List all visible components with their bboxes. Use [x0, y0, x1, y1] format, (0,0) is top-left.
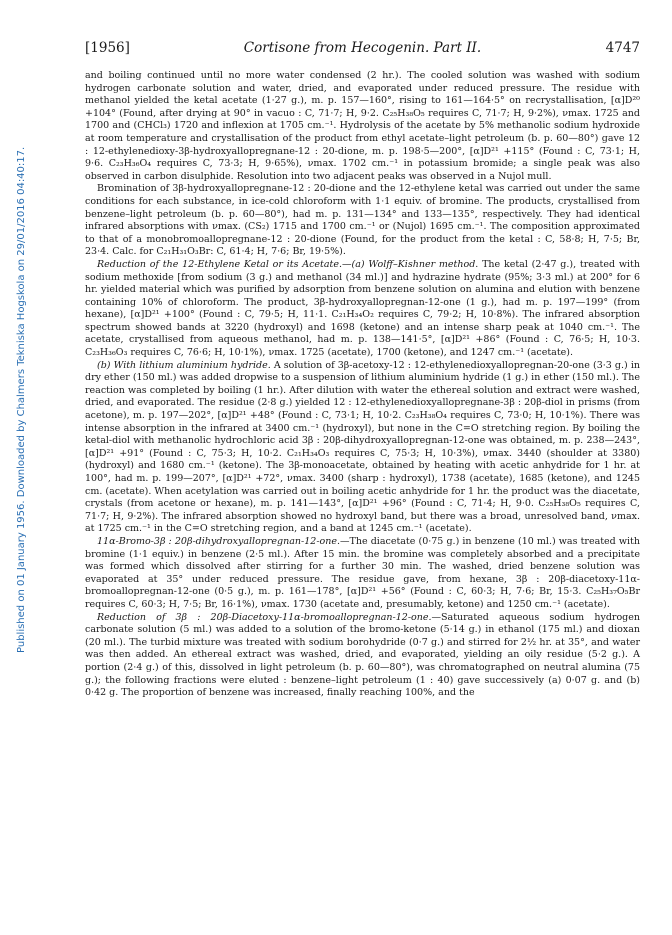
paragraph-lithium-aluminium-hydride — [85, 360, 640, 536]
paragraph-lead: (b) With lithium aluminium hydride. — [97, 359, 271, 371]
paragraph-lead: Reduction of the 12-Ethylene Ketal or its Acetate.—(a) Wolff–Kishner method. — [97, 258, 479, 270]
paragraph-text: —The diacetate (0·75 g.) in benzene (10 ml.) was treated with bromine (1·1 equiv.) in benzene (2·5 ml.). After 15 min. the bromine was completely absorbed and a precipitate was formed which dissolved after stirring for a further 30 min. The washed, dried benzene solution was evaporated at 35° under reduced pressure. The residue gave, from hexane, 3β : 20β-diacetoxy-11α-bromoallopregnan-12-one (0·5 g.), m. p. 161—178°, [α]D²¹ +56° (Found : C, 60·3; H, 7·6; Br, 15·3. C₂₅H₃₇O₅Br requires C, 60·3; H, 7·5; Br, 16·1%), νmax. 1730 (acetate and, presumably, ketone) and 1250 cm.⁻¹ (acetate). — [85, 535, 640, 610]
paragraph-text: Bromination of 3β-hydroxyallopregnane-12 : 20-dione and the 12-ethylene ketal was carried out under the same conditions for each substance, in ice-cold chloroform with 1·1 equiv. of bromine. The products, crystallised from benzene–light petroleum (b. p. 60—80°), had m. p. 131—134° and 133—135°, respectively. They had identical infrared absorptions with νmax. (CS₂) 1715 and 1700 cm.⁻¹ or (Nujol) 1695 cm.⁻¹. The composition approximated to that of a monobromoallopregnane-12 : 20-dione (Found, for the product from the ketal : C, 58·8; H, 7·5; Br, 23·4. Calc. for C₂₁H₃₁O₃Br: C, 61·4; H, 7·6; Br, 19·5%). — [85, 183, 640, 258]
paragraph-text: —Saturated aqueous sodium hydrogen carbonate solution (5 ml.) was added to a solution of the bromo-ketone (5·14 g.) in ethanol (175 ml.) and dioxan (20 ml.). The turbid mixture was treated with sodium borohydride (0·7 g.) and stirred for 2½ hr. at 35°, and water was then added. An ethereal extract was washed, dried, and evaporated, yielding an oily residue (5·2 g.). A portion (2·4 g.) of this, dissolved in light petroleum (b. p. 60—80°), was chromatographed on neutral alumina (75 g.); the following fractions were eluted : benzene–light petroleum (1 : 40) gave successively (a) 0·07 g. and (b) 0·42 g. The proportion of benzene was increased, finally reaching 100%, and the — [85, 611, 640, 699]
paragraph-lead: 11α-Bromo-3β : 20β-dihydroxyallopregnan-12-one. — [97, 535, 341, 547]
paragraph-lead: Reduction of 3β : 20β-Diacetoxy-11α-bromoallopregnan-12-one. — [97, 611, 432, 623]
paragraph-reduction-diacetoxy — [85, 612, 640, 700]
page-number: 4747 — [605, 40, 640, 56]
paragraph-bromination — [85, 183, 640, 259]
running-title: Cortisone from Hecogenin. Part II. — [243, 40, 482, 56]
header-year: [1956] — [85, 40, 130, 56]
article-body — [85, 70, 640, 700]
paragraph-wolff-kishner — [85, 259, 640, 360]
paragraph-text: and boiling continued until no more water condensed (2 hr.). The cooled solution was washed with sodium hydrogen carbonate solution and water, dried, and evaporated under reduced pressure. The residue with methanol yielded the ketal acetate (1·27 g.), m. p. 157—160°, rising to 161—164·5° on recrystallisation, [α]D²⁰ +104° (Found, after drying at 90° in vacuo : C, 71·7; H, 9·2. C₂₅H₃₈O₅ requires C, 71·7; H, 9·2%), νmax. 1725 and 1700 and (CHCl₃) 1720 and inflexion at 1705 cm.⁻¹. Hydrolysis of the acetate by 5% methanolic sodium hydroxide at room temperature and crystallisation of the product from ethyl acetate–light petroleum (b. p. 60—80°) gave 12 : 12-ethylenedioxy-3β-hydroxyallopregnane-12 : 20-dione, m. p. 198·5—200°, [α]D²¹ +115° (Found : C, 73·1; H, 9·6. C₂₃H₃₆O₄ requires C, 73·3; H, 9·65%), νmax. 1702 cm.⁻¹ in potassium bromide; a single peak was also observed in carbon disulphide. Resolution into two adjacent peaks was observed in a Nujol mull. — [85, 70, 640, 182]
paragraph-text: The ketal (2·47 g.), treated with sodium methoxide [from sodium (3 g.) and methanol (34 ml.)] and hydrazine hydrate (95%; 3·3 ml.) at 200° for 6 hr. yielded material which was purified by adsorption from benzene solution on alumina and elution with benzene containing 10% of chloroform. The product, 3β-hydroxyallopregnan-12-one (1 g.), had m. p. 197—199° (from hexane), [α]D²¹ +100° (Found : C, 79·5; H, 11·1. C₂₁H₃₄O₂ requires C, 79·2; H, 10·8%). The infrared absorption spectrum showed bands at 3220 (hydroxyl) and 1698 (ketone) and an intense sharp peak at 1040 cm.⁻¹. The acetate, crystallised from aqueous methanol, had m. p. 138—141·5°, [α]D²¹ +86° (Found : C, 76·5; H, 10·3. C₂₃H₃₆O₃ requires C, 76·6; H, 10·1%), νmax. 1725 (acetate), 1700 (ketone), and 1247 cm.⁻¹ (acetate). — [85, 258, 640, 359]
page-header — [85, 40, 640, 62]
paragraph-ketal-acetate — [85, 70, 640, 183]
paragraph-bromo-ketone — [85, 536, 640, 612]
download-provenance-note: Published on 01 January 1956. Downloaded by Chalmers Tekniska Hogskola on 29/01/2016 04:40:17. — [16, 146, 27, 654]
paragraph-text: A solution of 3β-acetoxy-12 : 12-ethylenedioxyallopregnan-20-one (3·3 g.) in dry ether (150 ml.) was added dropwise to a suspension of lithium aluminium hydride (1 g.) in ether (150 ml.). The reaction was completed by boiling (1 hr.). After dilution with water the ethereal solution and extract were washed, dried, and evaporated. The residue (2·8 g.) yielded 12 : 12-ethylenedioxyallopregnane-3β : 20β-diol in prisms (from acetone), m. p. 197—202°, [α]D²¹ +48° (Found : C, 73·1; H, 10·2. C₂₃H₃₈O₄ requires C, 73·0; H, 10·1%). There was intense absorption in the infrared at 3400 cm.⁻¹ (hydroxyl), but none in the C=O stretching region. By boiling the ketal-diol with methanolic hydrochloric acid 3β : 20β-dihydroxyallopregnan-12-one was obtained, m. p. 238—243°, [α]D²¹ +91° (Found : C, 75·3; H, 10·2. C₂₁H₃₄O₃ requires C, 75·3; H, 10·3%), νmax. 3440 (shoulder at 3380) (hydroxyl) and 1680 cm.⁻¹ (ketone). The 3β-monoacetate, obtained by heating with acetic anhydride for 1 hr. at 100°, had m. p. 199—207°, [α]D²¹ +72°, νmax. 3400 (sharp : hydroxyl), 1738 (acetate), 1685 (ketone), and 1245 cm. (acetate). When acetylation was carried out in boiling acetic anhydride for 1 hr. the product was the diacetate, crystals (from acetone or hexane), m. p. 141—143°, [α]D²¹ +96° (Found : C, 71·4; H, 9·0. C₂₅H₃₈O₅ requires C, 71·7; H, 9·2%). The infrared absorption showed no hydroxyl band, but there was a broad, unresolved band, νmax. at 1725 cm.⁻¹ in the C=O stretching region, and a band at 1245 cm.⁻¹ (acetate). — [85, 359, 640, 535]
